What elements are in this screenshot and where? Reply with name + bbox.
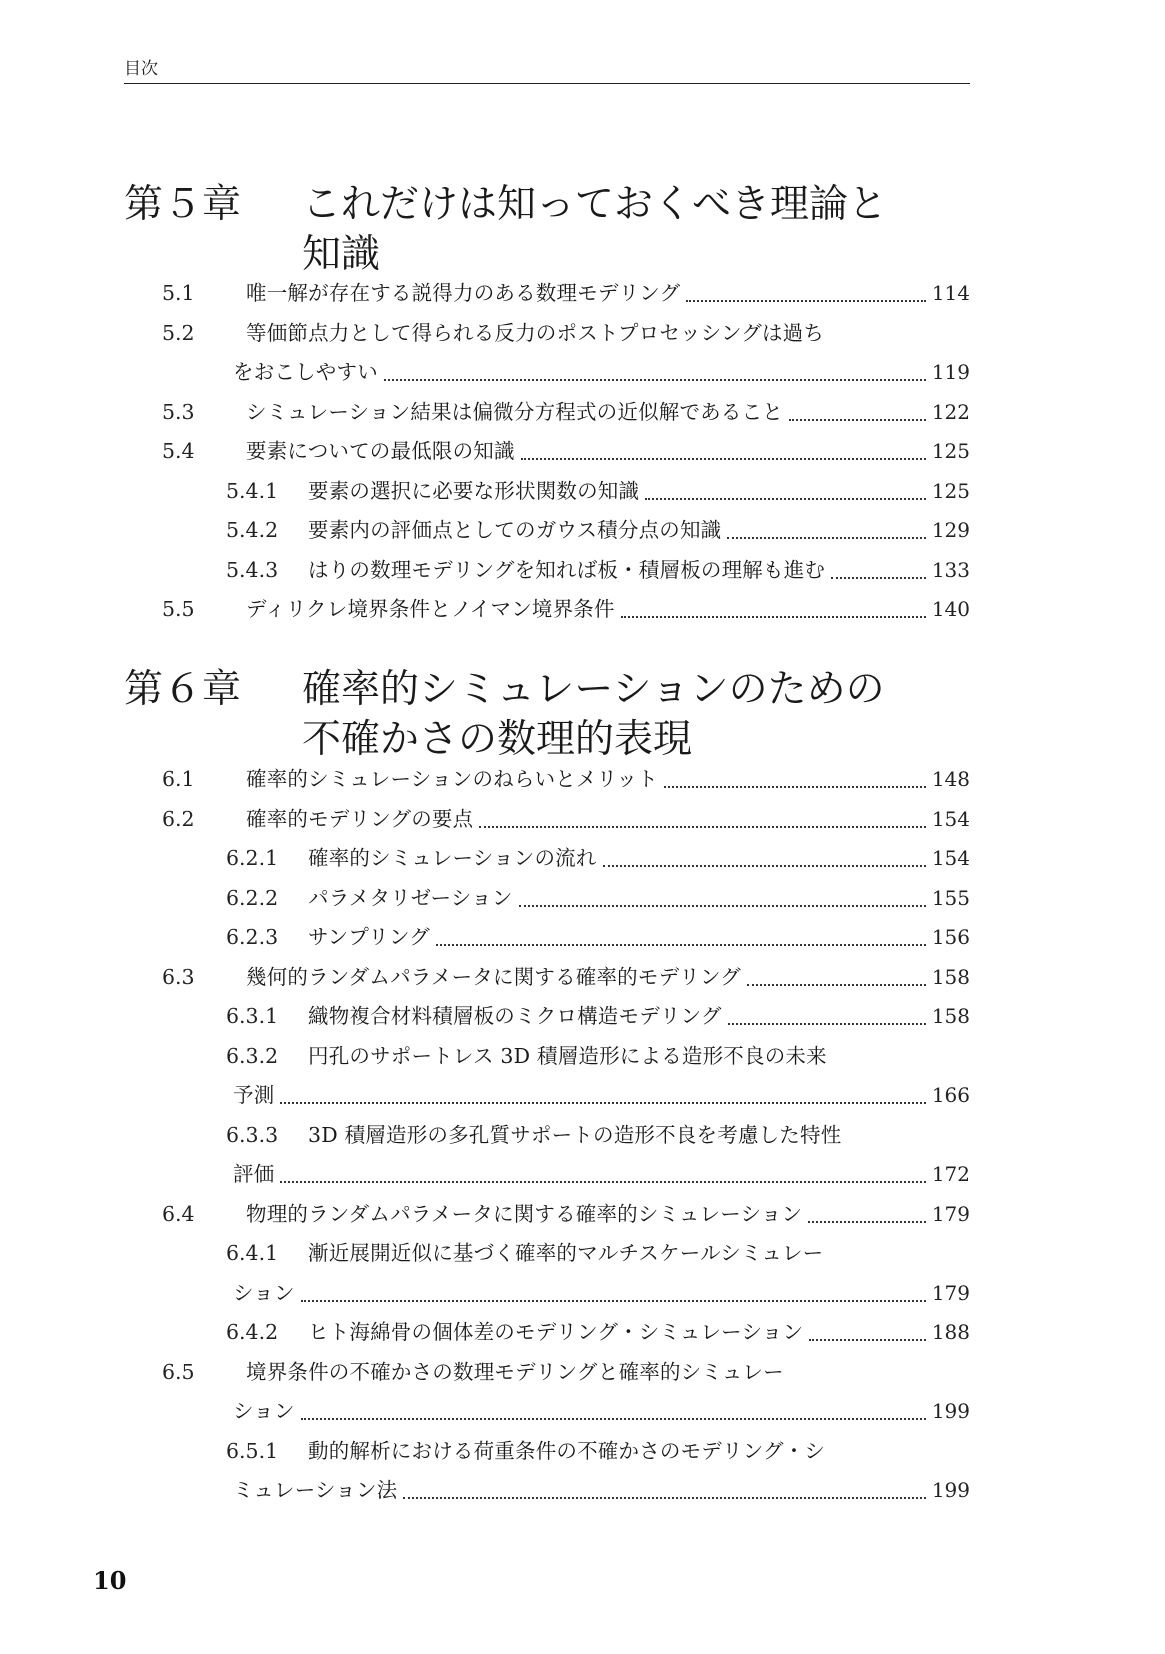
toc-entry-number: 6.2.3	[226, 925, 279, 949]
toc-entry-title: 要素についての最低限の知識	[246, 439, 515, 463]
toc-entry	[0, 432, 1165, 472]
toc-entry-title: 唯一解が存在する説得力のある数理モデリング	[246, 281, 681, 305]
toc-entry-number: 6.4.2	[226, 1320, 279, 1344]
toc-entry-page: 125	[931, 478, 970, 503]
toc-entry	[0, 1313, 1165, 1353]
toc-entry-page: 179	[931, 1280, 970, 1305]
toc-entry-number: 6.4	[162, 1201, 195, 1226]
dot-leader	[809, 1338, 926, 1341]
toc-entry-title: はりの数理モデリングを知れば板・積層板の理解も進む	[308, 557, 826, 582]
toc-entry-title: 確率的シミュレーションの流れ	[308, 846, 597, 870]
toc-entry	[0, 958, 1165, 998]
toc-entry-number: 6.3.2	[226, 1043, 279, 1068]
dot-leader	[831, 576, 926, 579]
dot-leader	[728, 1022, 926, 1025]
chapter-number: 第６章	[124, 667, 242, 712]
toc-entry-title: ション	[233, 1280, 295, 1305]
toc-entry-number: 6.2	[162, 806, 195, 831]
toc-entry	[0, 472, 1165, 512]
dot-leader	[301, 1299, 926, 1302]
toc-entry-title-line1: 境界条件の不確かさの数理モデリングと確率的シミュレー	[246, 1359, 784, 1384]
running-header-title: 目次	[124, 59, 158, 79]
toc-entry	[0, 393, 1165, 433]
toc-entry-page: 156	[931, 925, 970, 949]
dot-leader	[280, 1180, 925, 1183]
toc-entry	[0, 1195, 1165, 1235]
dot-leader	[808, 1220, 926, 1223]
toc-entry	[0, 1353, 1165, 1432]
page-number: 10	[93, 1566, 127, 1595]
chapter-title: 確率的シミュレーションのための 不確かさの数理的表現	[302, 667, 885, 762]
toc-entry-number: 5.5	[162, 597, 195, 621]
toc-list	[0, 274, 1165, 630]
toc-list	[0, 760, 1165, 1511]
toc-entry-number: 6.2.2	[226, 885, 279, 910]
dot-leader	[521, 457, 926, 460]
toc-entry-page: 154	[931, 846, 970, 870]
dot-leader	[664, 785, 926, 788]
toc-entry	[0, 879, 1165, 919]
toc-entry-page: 129	[931, 518, 970, 542]
toc-entry-number: 6.4.1	[226, 1241, 279, 1265]
toc-entry	[0, 274, 1165, 314]
toc-entry-title: シミュレーション結果は偏微分方程式の近似解であること	[246, 399, 783, 424]
toc-entry-number: 6.1	[162, 767, 195, 791]
dot-leader	[519, 904, 926, 907]
toc-entry-page: 179	[931, 1201, 970, 1226]
toc-entry-number: 5.4.2	[226, 518, 279, 542]
toc-entry-page: 199	[931, 1478, 970, 1502]
dot-leader	[686, 299, 926, 302]
toc-entry-title-line1: 円孔のサポートレス 3D 積層造形による造形不良の未来	[308, 1043, 827, 1068]
dot-leader	[403, 1496, 925, 1499]
toc-entry-number: 5.3	[162, 399, 195, 424]
dot-leader	[727, 536, 925, 539]
toc-entry-title: 予測	[233, 1083, 275, 1107]
toc-entry-title: 確率的シミュレーションのねらいとメリット	[246, 767, 658, 791]
toc-entry-number: 6.5.1	[226, 1438, 279, 1463]
toc-entry	[0, 314, 1165, 393]
toc-entry-page: 188	[931, 1320, 970, 1344]
toc-entry-title: ヒト海綿骨の個体差のモデリング・シミュレーション	[308, 1320, 804, 1344]
toc-entry-number: 5.4.3	[226, 557, 279, 582]
toc-entry-title: 評価	[233, 1162, 275, 1186]
toc-entry	[0, 1116, 1165, 1195]
chapter-title: これだけは知っておくべき理論と 知識	[302, 182, 888, 277]
toc-entry-number: 6.5	[162, 1359, 195, 1384]
toc-entry-page: 154	[931, 806, 970, 831]
dot-leader	[645, 497, 926, 500]
toc-entry-title-line1: 漸近展開近似に基づく確率的マルチスケールシミュレー	[308, 1241, 824, 1265]
toc-entry-number: 5.4.1	[226, 478, 279, 503]
toc-entry-page: 122	[931, 399, 970, 424]
toc-entry-title-line1: 動的解析における荷重条件の不確かさのモデリング・シ	[308, 1438, 826, 1463]
toc-entry-number: 6.3.3	[226, 1122, 279, 1147]
dot-leader	[280, 1101, 925, 1104]
toc-entry-title: ディリクレ境界条件とノイマン境界条件	[246, 597, 615, 621]
toc-entry-number: 5.2	[162, 320, 195, 345]
toc-entry	[0, 760, 1165, 800]
toc-entry-number: 5.1	[162, 281, 195, 305]
toc-entry-page: 114	[931, 281, 970, 305]
toc-entry-page: 119	[931, 360, 970, 384]
toc-entry-page: 133	[931, 557, 970, 582]
dot-leader	[301, 1417, 926, 1420]
toc-entry-title: 要素の選択に必要な形状関数の知識	[308, 478, 640, 503]
toc-entry	[0, 551, 1165, 591]
toc-entry	[0, 590, 1165, 630]
toc-entry	[0, 511, 1165, 551]
dot-leader	[603, 864, 926, 867]
dot-leader	[621, 615, 926, 618]
dot-leader	[747, 983, 926, 986]
toc-entry-title: をおこしやすい	[233, 360, 378, 384]
toc-entry	[0, 1432, 1165, 1511]
toc-entry-number: 5.4	[162, 439, 195, 463]
toc-entry-page: 158	[931, 1004, 970, 1028]
toc-entry-title-line1: 3D 積層造形の多孔質サポートの造形不良を考慮した特性	[308, 1122, 842, 1147]
toc-entry-title: 要素内の評価点としてのガウス積分点の知識	[308, 518, 722, 542]
toc-entry	[0, 1234, 1165, 1313]
dot-leader	[384, 378, 926, 381]
toc-entry-page: 158	[931, 964, 970, 989]
toc-entry	[0, 839, 1165, 879]
toc-entry-page: 148	[931, 767, 970, 791]
dot-leader	[789, 418, 926, 421]
toc-entry-page: 155	[931, 885, 970, 910]
toc-entry-title: ション	[233, 1399, 295, 1423]
toc-entry-page: 166	[931, 1083, 970, 1107]
toc-entry	[0, 997, 1165, 1037]
dot-leader	[436, 943, 926, 946]
toc-entry-title: 幾何的ランダムパラメータに関する確率的モデリング	[246, 964, 741, 989]
toc-entry-title: パラメタリゼーション	[308, 885, 513, 910]
toc-entry-number: 6.2.1	[226, 846, 279, 870]
toc-entry-title: ミュレーション法	[233, 1478, 398, 1502]
toc-entry	[0, 800, 1165, 840]
toc-entry-page: 172	[931, 1162, 970, 1186]
toc-entry-number: 6.3	[162, 964, 195, 989]
toc-entry	[0, 1037, 1165, 1116]
running-header	[124, 54, 970, 84]
toc-entry-page: 199	[931, 1399, 970, 1423]
dot-leader	[479, 825, 926, 828]
toc-entry-page: 140	[931, 597, 970, 621]
toc-entry-title-line1: 等価節点力として得られる反力のポストプロセッシングは過ち	[246, 320, 825, 345]
chapter-number: 第５章	[124, 182, 242, 227]
toc-entry-title: サンプリング	[308, 925, 430, 949]
toc-entry-title: 物理的ランダムパラメータに関する確率的シミュレーション	[246, 1201, 803, 1226]
toc-entry-number: 6.3.1	[226, 1004, 279, 1028]
toc-entry-title: 織物複合材料積層板のミクロ構造モデリング	[308, 1004, 722, 1028]
toc-entry	[0, 918, 1165, 958]
toc-entry-title: 確率的モデリングの要点	[246, 806, 474, 831]
toc-entry-page: 125	[931, 439, 970, 463]
